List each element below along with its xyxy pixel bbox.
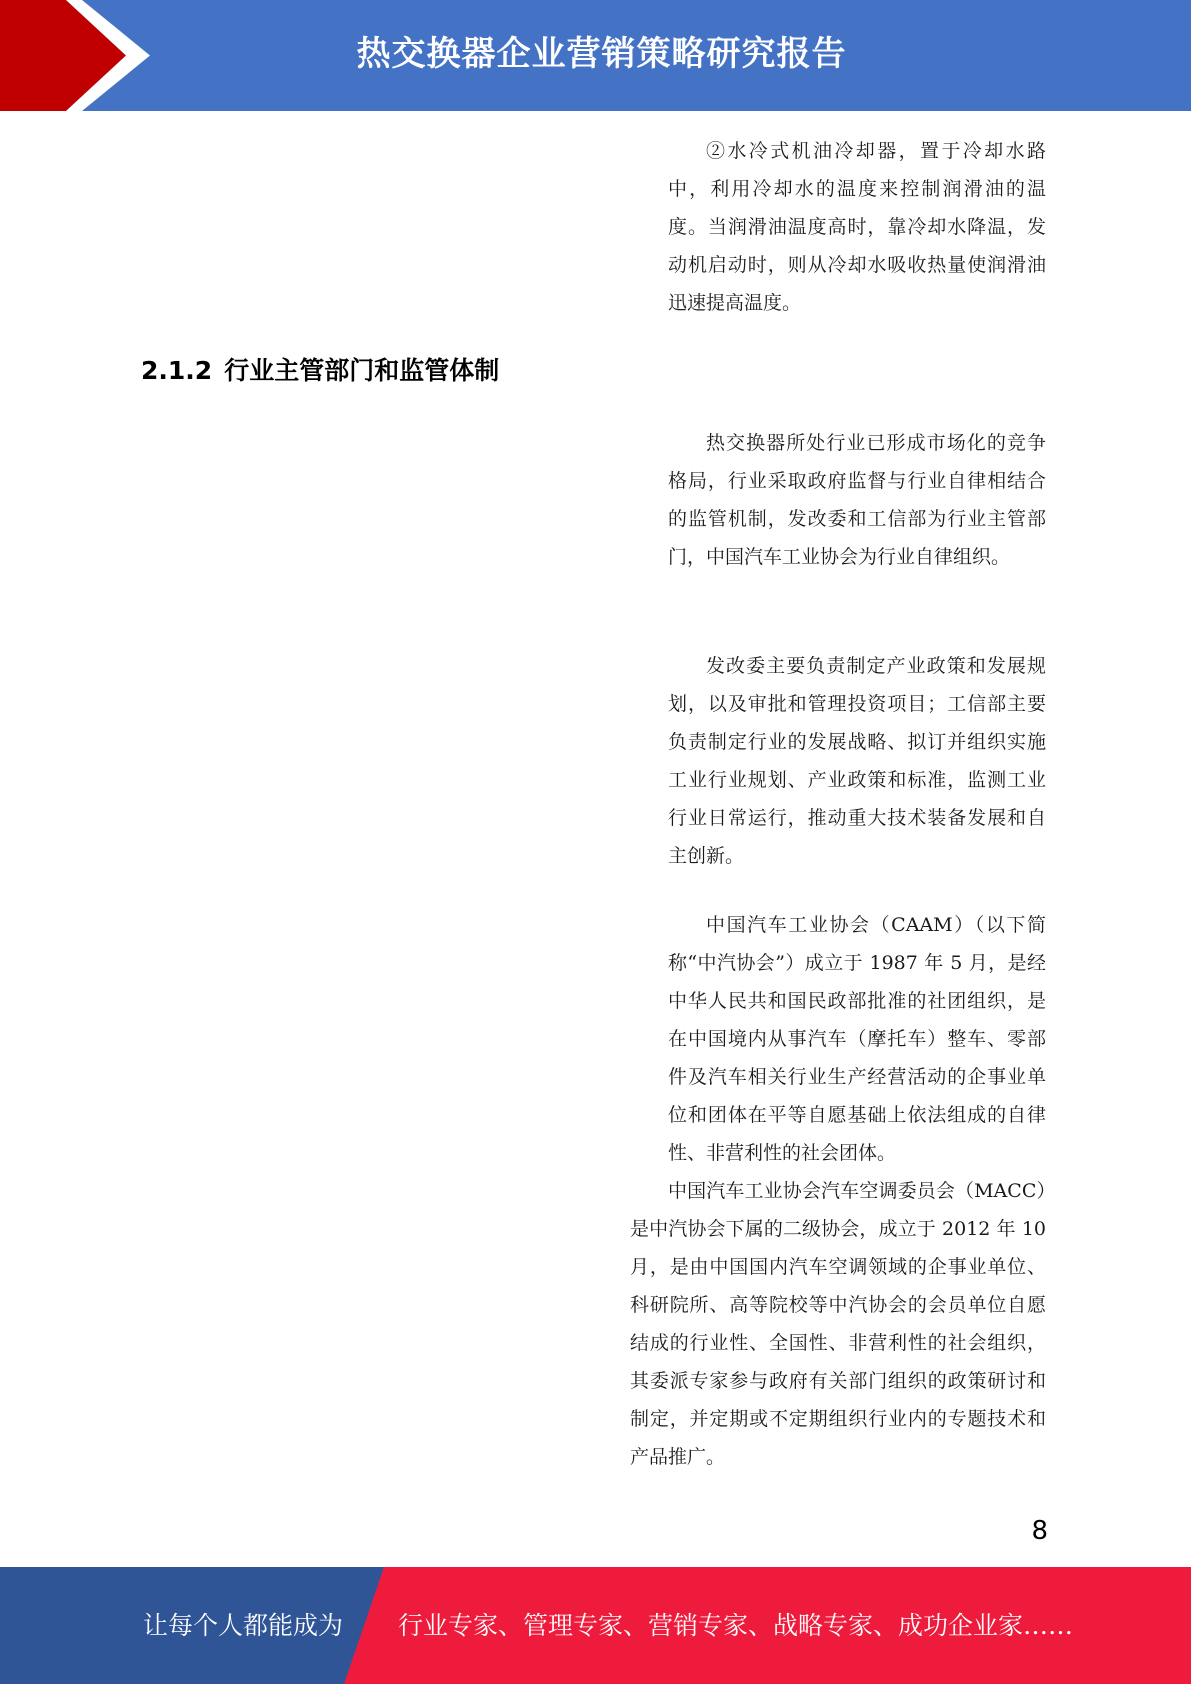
paragraph-macc: 中国汽车工业协会汽车空调委员会（MACC）是中汽协会下属的二级协会，成立于 2012 年 10 月，是由中国国内汽车空调领域的企事业单位、科研院所、高等院校等中汽协会的会员单位自愿结成的行业性、全国性、非营利性的社会组织，其委派专家参与政府有关部门组织的政策研讨和制定，并定期或不定期组织行业内的专题技术和产品推广。 [630, 1180, 1046, 1468]
page-footer [0, 1567, 1191, 1684]
page-number: 8 [1031, 1516, 1048, 1546]
paragraph-caam: 中国汽车工业协会（CAAM）（以下简称“中汽协会”）成立于 1987 年 5 月，是经中华人民共和国民政部批准的社团组织，是在中国境内从事汽车（摩托车）整车、零部件及汽车相关行业生产经营活动的企事业单位和团体在平等自愿基础上依法组成的自律性、非营利性的社会团体。 [668, 914, 1046, 1164]
paragraph-caam-block [630, 906, 1046, 1476]
section-title: 行业主管部门和监管体制 [224, 356, 500, 385]
paragraph-water-cooled-oil-cooler: ②水冷式机油冷却器，置于冷却水路中，利用冷却水的温度来控制润滑油的温度。当润滑油温度高时，靠冷却水降温，发动机启动时，则从冷却水吸收热量使润滑油迅速提高温度。 [668, 140, 1046, 314]
page-header [0, 0, 1191, 111]
footer-slogan-left: 让每个人都能成为 [143, 1611, 344, 1640]
footer-slogan-right: 行业专家、管理专家、营销专家、战略专家、成功企业家…… [398, 1611, 1074, 1640]
section-heading [141, 350, 499, 392]
paragraph-ndrc-miit-duties: 发改委主要负责制定产业政策和发展规划，以及审批和管理投资项目；工信部主要负责制定行业的发展战略、拟订并组织实施工业行业规划、产业政策和标准，监测工业行业日常运行，推动重大技术装备发展和自主创新。 [668, 655, 1046, 867]
report-title: 热交换器企业营销策略研究报告 [356, 34, 847, 74]
paragraph-industry-regulation: 热交换器所处行业已形成市场化的竞争格局，行业采取政府监督与行业自律相结合的监管机制，发改委和工信部为行业主管部门，中国汽车工业协会为行业自律组织。 [668, 432, 1046, 568]
section-number: 2.1.2 [141, 356, 213, 385]
